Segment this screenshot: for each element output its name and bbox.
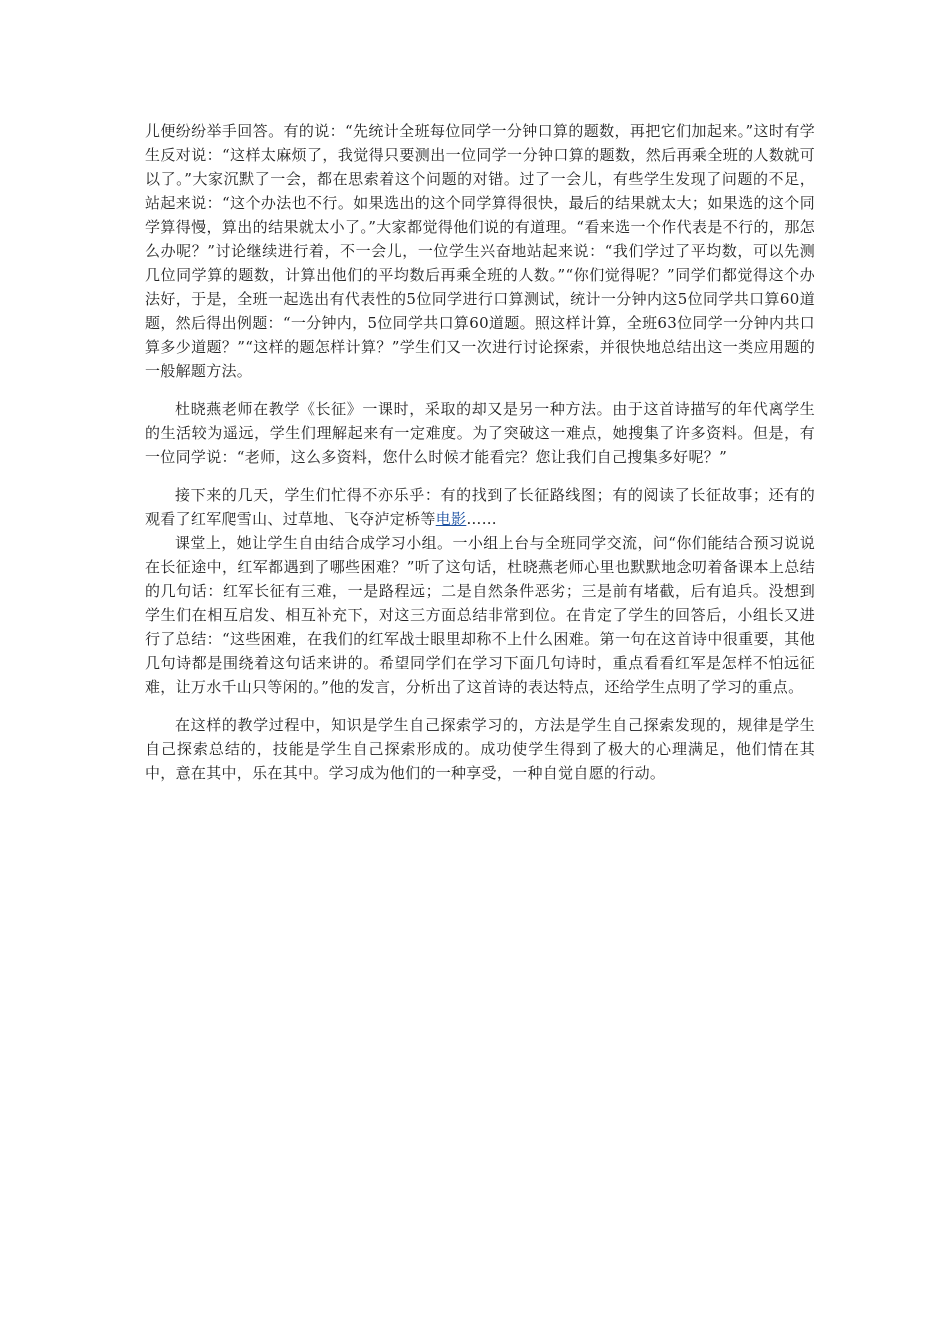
paragraph-classroom: 课堂上，她让学生自由结合成学习小组。一小组上台与全班同学交流，问“你们能结合预习说说在长征途中，红军都遇到了哪些困难？”听了这句话，杜晓燕老师心里也默默地念叨着备课本上总结的几句话：红军长征有三难，一是路程远；二是自然条件恶劣；三是前有堵截，后有追兵。没想到学生们在相互启发、相互补充下，对这三方面总结非常到位。在肯定了学生的回答后，小组长又进行了总结：“这些困难，在我们的红军战士眼里却称不上什么困难。第一句在这首诗中很重要，其他几句诗都是围绕着这句话来讲的。希望同学们在学习下面几句诗时，重点看看红军是怎样不怕远征难，让万水千山只等闲的。”他的发言，分析出了这首诗的表达特点，还给学生点明了学习的重点。: [145, 534, 815, 696]
paragraph-next-days-ellipsis: ……: [466, 510, 497, 528]
paragraph-next-days: [145, 483, 815, 531]
paragraph-mental-math: 儿便纷纷举手回答。有的说：“先统计全班每位同学一分钟口算的题数，再把它们加起来。”这时有学生反对说：“这样太麻烦了，我觉得只要测出一位同学一分钟口算的题数，然后再乘全班的人数就可以了。”大家沉默了一会，都在思索着这个问题的对错。过了一会儿，有些学生发现了问题的不足，站起来说：“这个办法也不行。如果选出的这个同学算得很快，最后的结果就太大；如果选的这个同学算得慢，算出的结果就太小了。”大家都觉得他们说的有道理。“看来选一个作代表是不行的，那怎么办呢？”讨论继续进行着，不一会儿，一位学生兴奋地站起来说：“我们学过了平均数，可以先测几位同学算的题数，计算出他们的平均数后再乘全班的人数。”“你们觉得呢？”同学们都觉得这个办法好，于是，全班一起选出有代表性的5位同学进行口算测试，统计一分钟内这5位同学共口算60道题，然后得出例题：“一分钟内，5位同学共口算60道题。照这样计算，全班63位同学一分钟内共口算多少道题？”“这样的题怎样计算？”学生们又一次进行讨论探索，并很快地总结出这一类应用题的一般解题方法。: [145, 122, 815, 380]
paragraph-long-march-lesson: 杜晓燕老师在教学《长征》一课时，采取的却又是另一种方法。由于这首诗描写的年代离学生的生活较为遥远，学生们理解起来有一定难度。为了突破这一难点，她搜集了许多资料。但是，有一位同学说：“老师，这么多资料，您什么时候才能看完？您让我们自己搜集多好呢？”: [145, 400, 815, 466]
document-page: [145, 119, 815, 785]
paragraph-next-days-text: 接下来的几天，学生们忙得不亦乐乎：有的找到了长征路线图；有的阅读了长征故事；还有的观看了红军爬雪山、过草地、飞夺泸定桥等: [145, 486, 815, 528]
movie-link[interactable]: 电影: [435, 510, 467, 528]
paragraph-conclusion: 在这样的教学过程中，知识是学生自己探索学习的，方法是学生自己探索发现的，规律是学生自己探索总结的，技能是学生自己探索形成的。成功使学生得到了极大的心理满足，他们情在其中，意在其中，乐在其中。学习成为他们的一种享受，一种自觉自愿的行动。: [145, 716, 815, 782]
